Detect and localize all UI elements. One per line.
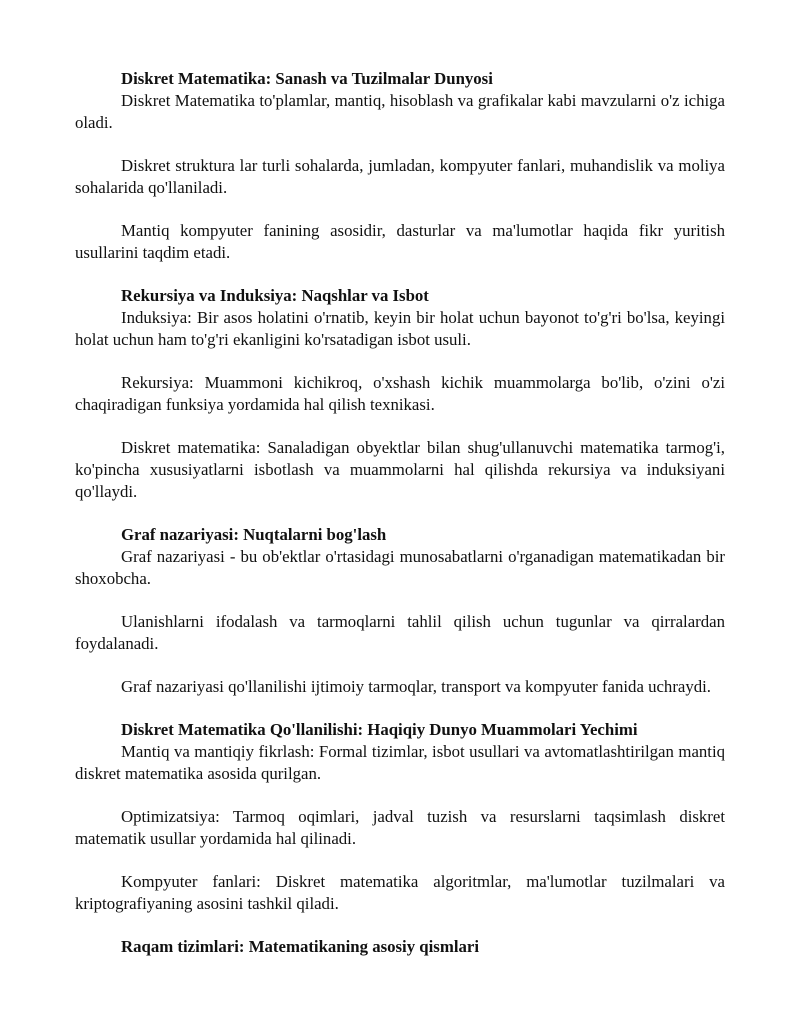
paragraph: Optimizatsiya: Tarmoq oqimlari, jadval tuzish va resurslarni taqsimlash diskret matematik usullar yordamida hal qilinadi. — [75, 807, 725, 848]
section-heading: Diskret Matematika Qo'llanilishi: Haqiqiy Dunyo Muammolari Yechimi — [121, 720, 638, 739]
section-discrete-math — [75, 68, 725, 264]
paragraph: Diskret struktura lar turli sohalarda, jumladan, kompyuter fanlari, muhandislik va moliya sohalarida qo'llaniladi. — [75, 156, 725, 197]
paragraph: Rekursiya: Muammoni kichikroq, o'xshash kichik muammolarga bo'lib, o'zini o'zi chaqiradigan funksiya yordamida hal qilish texnikasi. — [75, 373, 725, 414]
paragraph: Kompyuter fanlari: Diskret matematika algoritmlar, ma'lumotlar tuzilmalari va kriptografiyaning asosini tashkil qiladi. — [75, 872, 725, 913]
section-heading: Diskret Matematika: Sanash va Tuzilmalar Dunyosi — [121, 69, 493, 88]
section-heading: Graf nazariyasi: Nuqtalarni bog'lash — [121, 525, 387, 544]
paragraph: Ulanishlarni ifodalash va tarmoqlarni tahlil qilish uchun tugunlar va qirralardan foydalanadi. — [75, 612, 725, 653]
section-heading: Rekursiya va Induksiya: Naqshlar va Isbot — [121, 286, 429, 305]
paragraph: Graf nazariyasi - bu ob'ektlar o'rtasidagi munosabatlarni o'rganadigan matematikadan bir shoxobcha. — [75, 547, 725, 588]
section-heading: Raqam tizimlari: Matematikaning asosiy qismlari — [121, 937, 479, 956]
section-number-systems — [75, 936, 725, 958]
section-applications — [75, 719, 725, 915]
section-recursion-induction — [75, 285, 725, 503]
section-graph-theory — [75, 524, 725, 698]
paragraph: Induksiya: Bir asos holatini o'rnatib, keyin bir holat uchun bayonot to'g'ri bo'lsa, keyingi holat uchun ham to'g'ri ekanligini ko'rsatadigan isbot usuli. — [75, 308, 725, 349]
paragraph: Diskret Matematika to'plamlar, mantiq, hisoblash va grafikalar kabi mavzularni o'z ichiga oladi. — [75, 91, 725, 132]
paragraph: Graf nazariyasi qo'llanilishi ijtimoiy tarmoqlar, transport va kompyuter fanida uchraydi. — [121, 677, 711, 696]
paragraph: Mantiq kompyuter fanining asosidir, dasturlar va ma'lumotlar haqida fikr yuritish usullarini taqdim etadi. — [75, 221, 725, 262]
paragraph: Diskret matematika: Sanaladigan obyektlar bilan shug'ullanuvchi matematika tarmog'i, ko'pincha xususiyatlarni isbotlash va muammolarni hal qilishda rekursiya va induksiyani qo'llaydi. — [75, 438, 725, 501]
paragraph: Mantiq va mantiqiy fikrlash: Formal tizimlar, isbot usullari va avtomatlashtirilgan mantiq diskret matematika asosida qurilgan. — [75, 742, 725, 783]
